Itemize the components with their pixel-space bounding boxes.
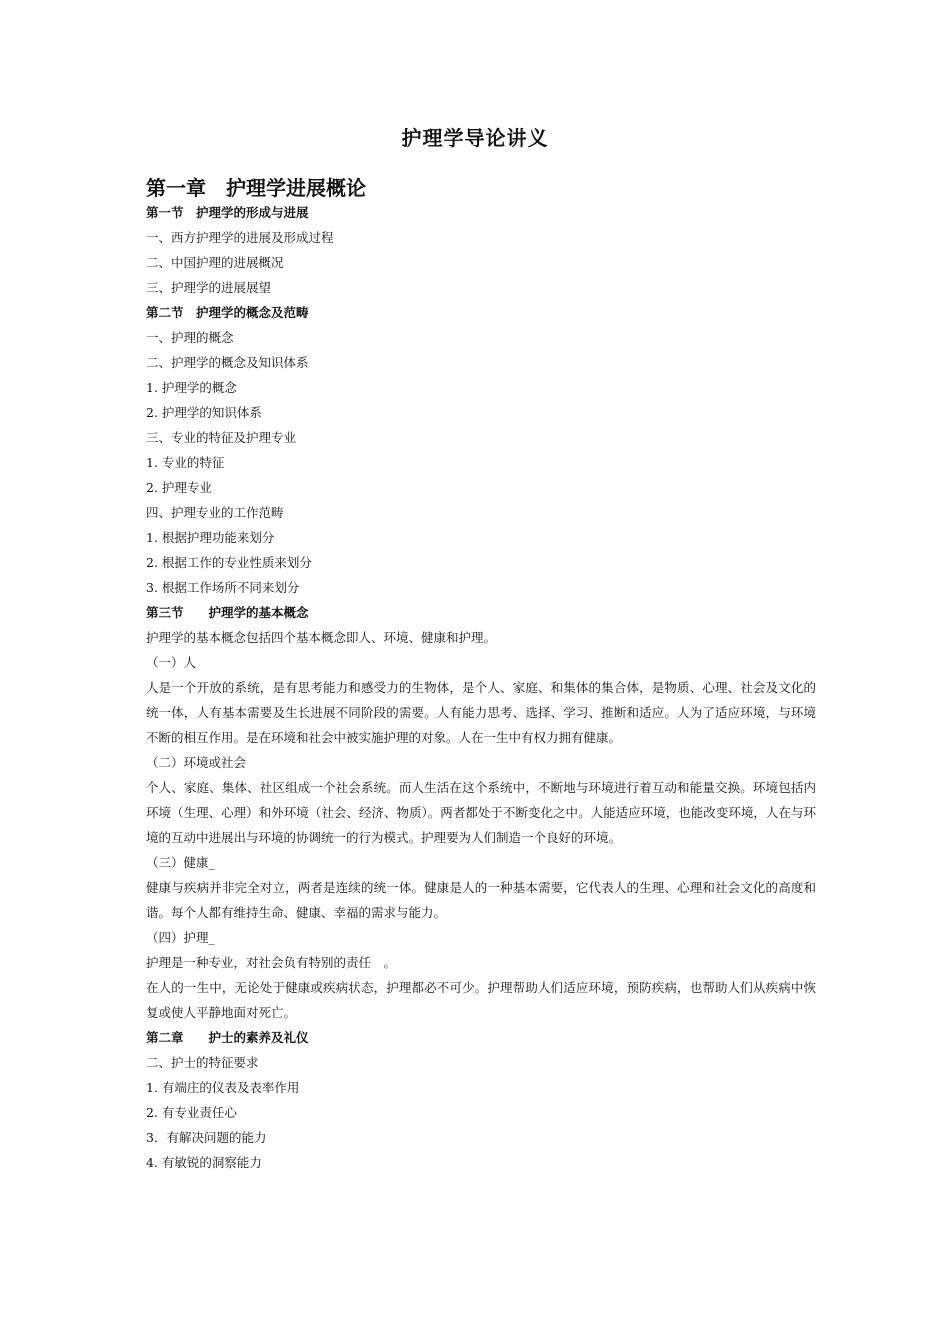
list-item: 1. 护理学的概念 bbox=[146, 380, 237, 395]
list-item: 二、护理学的概念及知识体系 bbox=[146, 355, 309, 370]
list-item: 1. 专业的特征 bbox=[146, 455, 225, 470]
list-item: 1. 根据护理功能来划分 bbox=[146, 530, 275, 545]
list-item: 3. 根据工作场所不同来划分 bbox=[146, 580, 300, 595]
list-item: 2. 护理学的知识体系 bbox=[146, 405, 262, 420]
list-item: 三、护理学的进展展望 bbox=[146, 280, 272, 295]
chapter-2-heading: 第二章 护士的素养及礼仪 bbox=[146, 1030, 309, 1045]
list-item: 三、专业的特征及护理专业 bbox=[146, 430, 297, 445]
section-2-heading: 第二节 护理学的概念及范畴 bbox=[146, 305, 309, 320]
chapter-1-heading: 第一章 护理学进展概论 bbox=[146, 176, 366, 200]
subheading: （一）人 bbox=[146, 655, 197, 670]
paragraph: 人是一个开放的系统，是有思考能力和感受力的生物体，是个人、家庭、和集体的集合体，是物质、心理、社会及文化的统一体，人有基本需要及生长进展不同阶段的需要。人有能力思考、选择、学习、推断和适应。人为了适应环境，与环境不断的相互作用。是在环境和社会中被实施护理的对象。人在一生中有权力拥有健康。 bbox=[146, 680, 816, 745]
list-item: 二、护士的特征要求 bbox=[146, 1055, 259, 1070]
paragraph: 健康与疾病并非完全对立，两者是连续的统一体。健康是人的一种基本需要，它代表人的生理、心理和社会文化的高度和谐。每个人都有维持生命、健康、幸福的需求与能力。 bbox=[146, 880, 816, 920]
list-item: 一、护理的概念 bbox=[146, 330, 234, 345]
list-item: 2. 护理专业 bbox=[146, 480, 212, 495]
list-item: 2. 有专业责任心 bbox=[146, 1105, 237, 1120]
list-item: 四、护理专业的工作范畴 bbox=[146, 505, 284, 520]
subheading: （三）健康_ bbox=[146, 855, 215, 870]
document-title: 护理学导论讲义 bbox=[401, 126, 549, 150]
paragraph: 个人、家庭、集体、社区组成一个社会系统。而人生活在这个系统中，不断地与环境进行着互动和能量交换。环境包括内环境（生理、心理）和外环境（社会、经济、物质）。两者都处于不断变化之中。人能适应环境，也能改变环境，人在与环境的互动中进展出与环境的协调统一的行为模式。护理要为人们制造一个良好的环境。 bbox=[146, 780, 816, 845]
list-item: 一、西方护理学的进展及形成过程 bbox=[146, 230, 334, 245]
list-item: 1. 有端庄的仪表及表率作用 bbox=[146, 1080, 300, 1095]
subheading: （二）环境或社会 bbox=[146, 755, 247, 770]
subheading: （四）护理_ bbox=[146, 930, 215, 945]
list-item: 3．有解决问题的能力 bbox=[146, 1130, 267, 1145]
list-item: 4. 有敏锐的洞察能力 bbox=[146, 1155, 262, 1170]
paragraph: 在人的一生中，无论处于健康或疾病状态，护理都必不可少。护理帮助人们适应环境，预防疾病，也帮助人们从疾病中恢复或使人平静地面对死亡。 bbox=[146, 980, 816, 1020]
section-1-heading: 第一节 护理学的形成与进展 bbox=[146, 205, 309, 220]
list-item: 二、中国护理的进展概况 bbox=[146, 255, 284, 270]
paragraph: 护理是一种专业，对社会负有特别的责任 。 bbox=[146, 955, 397, 970]
list-item: 2. 根据工作的专业性质来划分 bbox=[146, 555, 312, 570]
section-3-heading: 第三节 护理学的基本概念 bbox=[146, 605, 309, 620]
paragraph: 护理学的基本概念包括四个基本概念即人、环境、健康和护理。 bbox=[146, 630, 497, 645]
document-body bbox=[146, 200, 816, 1175]
